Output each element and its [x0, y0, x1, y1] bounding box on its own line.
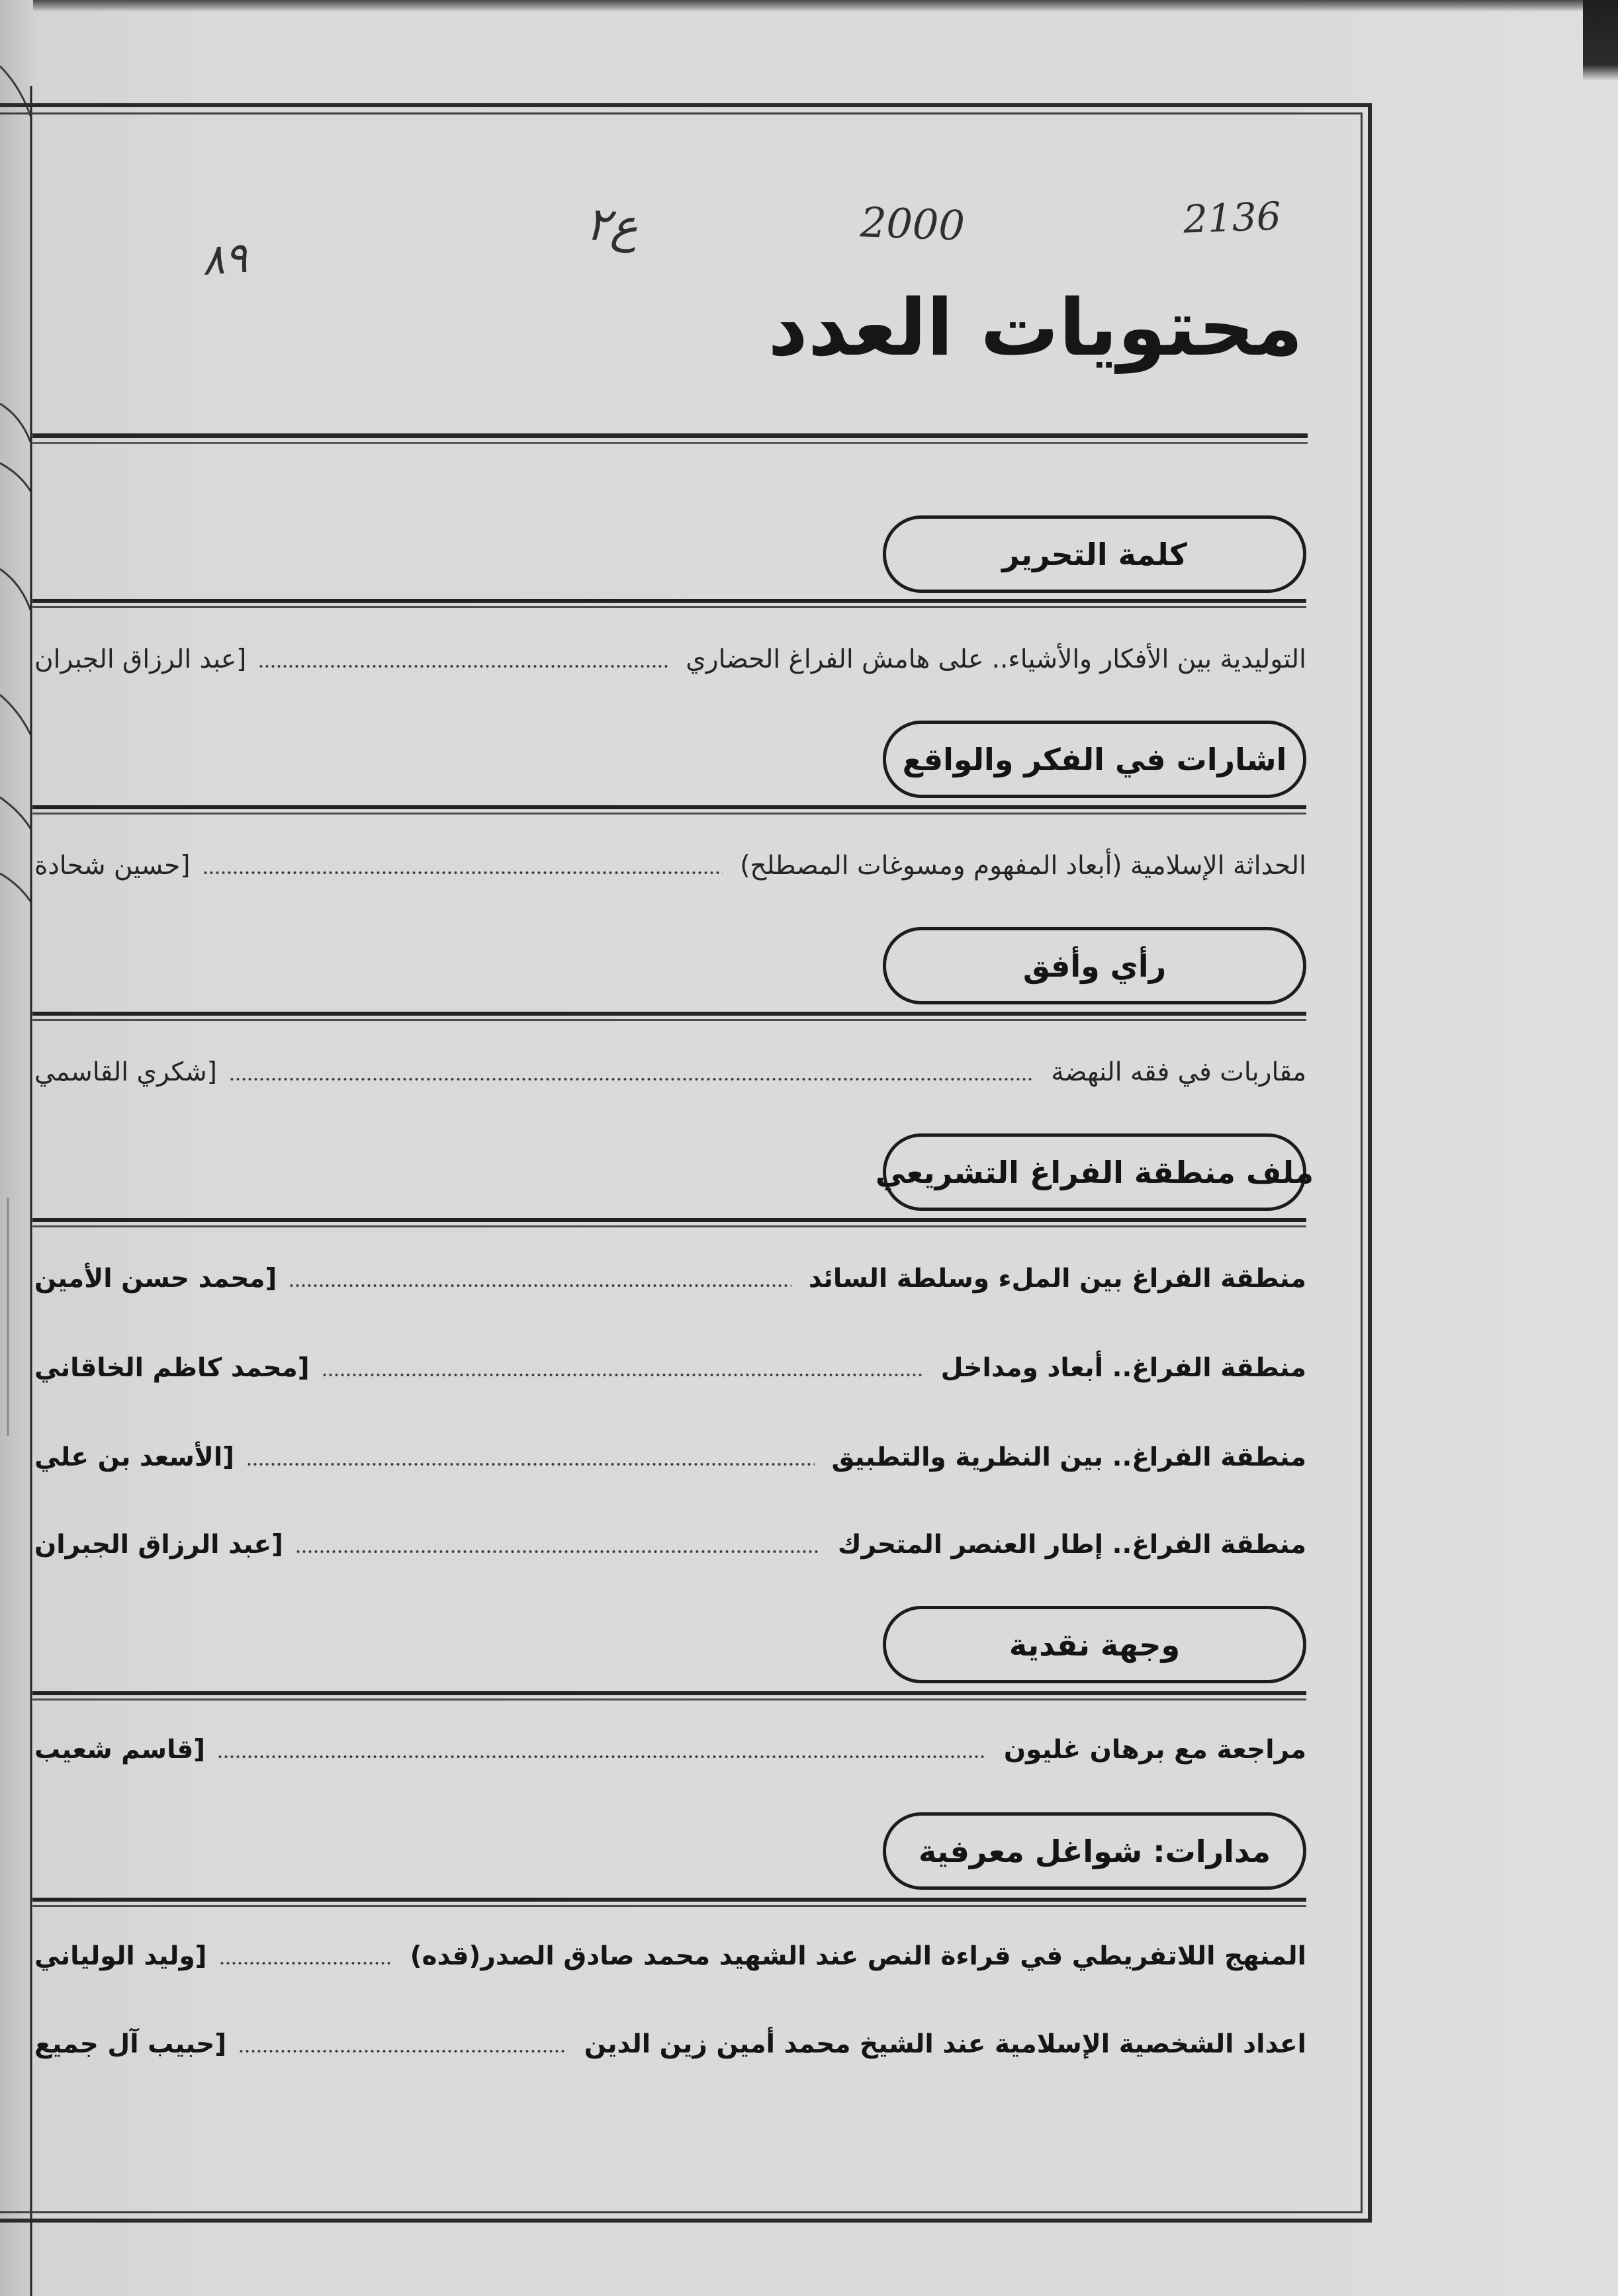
section-heading-label: ملف منطقة الفراغ التشريعي	[875, 1154, 1314, 1190]
handwritten-note: ع٢	[584, 196, 640, 254]
scan-corner-shadow	[1583, 0, 1618, 81]
entry-author: [الأسعد بن علي	[34, 1442, 235, 1472]
section-heading-label: اشارات في الفكر والواقع	[902, 741, 1287, 777]
entry-title: منطقة الفراغ.. إطار العنصر المتحرك	[837, 1529, 1306, 1560]
entry-title: منطقة الفراغ.. أبعاد ومداخل	[940, 1352, 1306, 1383]
section-heading	[883, 1812, 1306, 1890]
toc-entry	[34, 1728, 1306, 1771]
entry-title: المنهج اللاتفريطي في قراءة النص عند الشهيد محمد صادق الصدر(قده)	[410, 1941, 1306, 1971]
section-rule	[32, 1218, 1306, 1227]
dot-leader	[246, 1462, 815, 1466]
title-double-rule	[32, 433, 1308, 444]
scan-top-edge	[0, 0, 1618, 12]
entry-author: [شكري القاسمي	[34, 1057, 217, 1087]
dot-leader	[289, 1284, 791, 1288]
entry-title: مقاربات في فقه النهضة	[1051, 1057, 1306, 1087]
section-rule	[32, 599, 1306, 608]
section-heading-label: كلمة التحرير	[1002, 536, 1187, 572]
entry-title: منطقة الفراغ بين الملء وسلطة السائد	[808, 1263, 1306, 1294]
toc-entry	[34, 1347, 1306, 1389]
entry-author: [عبد الرزاق الجبران	[34, 644, 247, 674]
handwritten-note: ٨٩	[200, 233, 249, 286]
section-heading	[883, 515, 1306, 593]
dot-leader	[238, 2049, 567, 2053]
dot-leader	[295, 1550, 821, 1554]
toc-entry	[34, 844, 1306, 887]
dot-leader	[322, 1373, 924, 1377]
section-rule	[32, 805, 1306, 815]
toc-entry	[34, 1436, 1306, 1478]
page-title: محتويات العدد	[768, 282, 1303, 373]
toc-entry	[34, 2023, 1306, 2065]
section-heading	[883, 1606, 1306, 1683]
dot-leader	[258, 664, 668, 668]
entry-author: [عبد الرزاق الجبران	[34, 1529, 283, 1560]
toc-entry	[34, 638, 1306, 680]
section-heading	[883, 721, 1306, 798]
entry-author: [حسين شحادة	[34, 850, 191, 881]
entry-author: [وليد الولياني	[34, 1941, 207, 1971]
toc-entry	[34, 1257, 1306, 1300]
toc-entry	[34, 1935, 1306, 1977]
dot-leader	[202, 871, 723, 875]
entry-title: منطقة الفراغ.. بين النظرية والتطبيق	[831, 1442, 1306, 1472]
entry-title: اعداد الشخصية الإسلامية عند الشيخ محمد أمين زين الدين	[584, 2029, 1306, 2059]
toc-entry	[34, 1523, 1306, 1566]
toc-entry	[34, 1051, 1306, 1093]
entry-author: [حبيب آل جميع	[34, 2029, 227, 2059]
section-heading	[875, 1133, 1314, 1211]
handwritten-note: 2000	[859, 198, 966, 250]
entry-title: التوليدية بين الأفكار والأشياء.. على هامش الفراغ الحضاري	[686, 644, 1306, 674]
section-rule	[32, 1691, 1306, 1700]
entry-author: [محمد حسن الأمين	[34, 1263, 277, 1294]
entry-title: الحداثة الإسلامية (أبعاد المفهوم ومسوغات المصطلح)	[740, 850, 1306, 881]
section-heading-label: وجهة نقدية	[1009, 1626, 1181, 1663]
entry-title: مراجعة مع برهان غليون	[1003, 1734, 1306, 1765]
entry-author: [محمد كاظم الخاقاني	[34, 1352, 310, 1383]
handwritten-note: 2136	[1182, 193, 1282, 242]
dot-leader	[229, 1077, 1034, 1081]
section-rule	[32, 1012, 1306, 1021]
dot-leader	[219, 1961, 393, 1965]
section-rule	[32, 1898, 1306, 1907]
section-heading-label: مدارات: شواغل معرفية	[919, 1833, 1271, 1869]
dot-leader	[217, 1755, 987, 1759]
section-heading	[883, 927, 1306, 1004]
entry-author: [قاسم شعيب	[34, 1734, 206, 1765]
section-heading-label: رأي وأفق	[1022, 948, 1167, 984]
